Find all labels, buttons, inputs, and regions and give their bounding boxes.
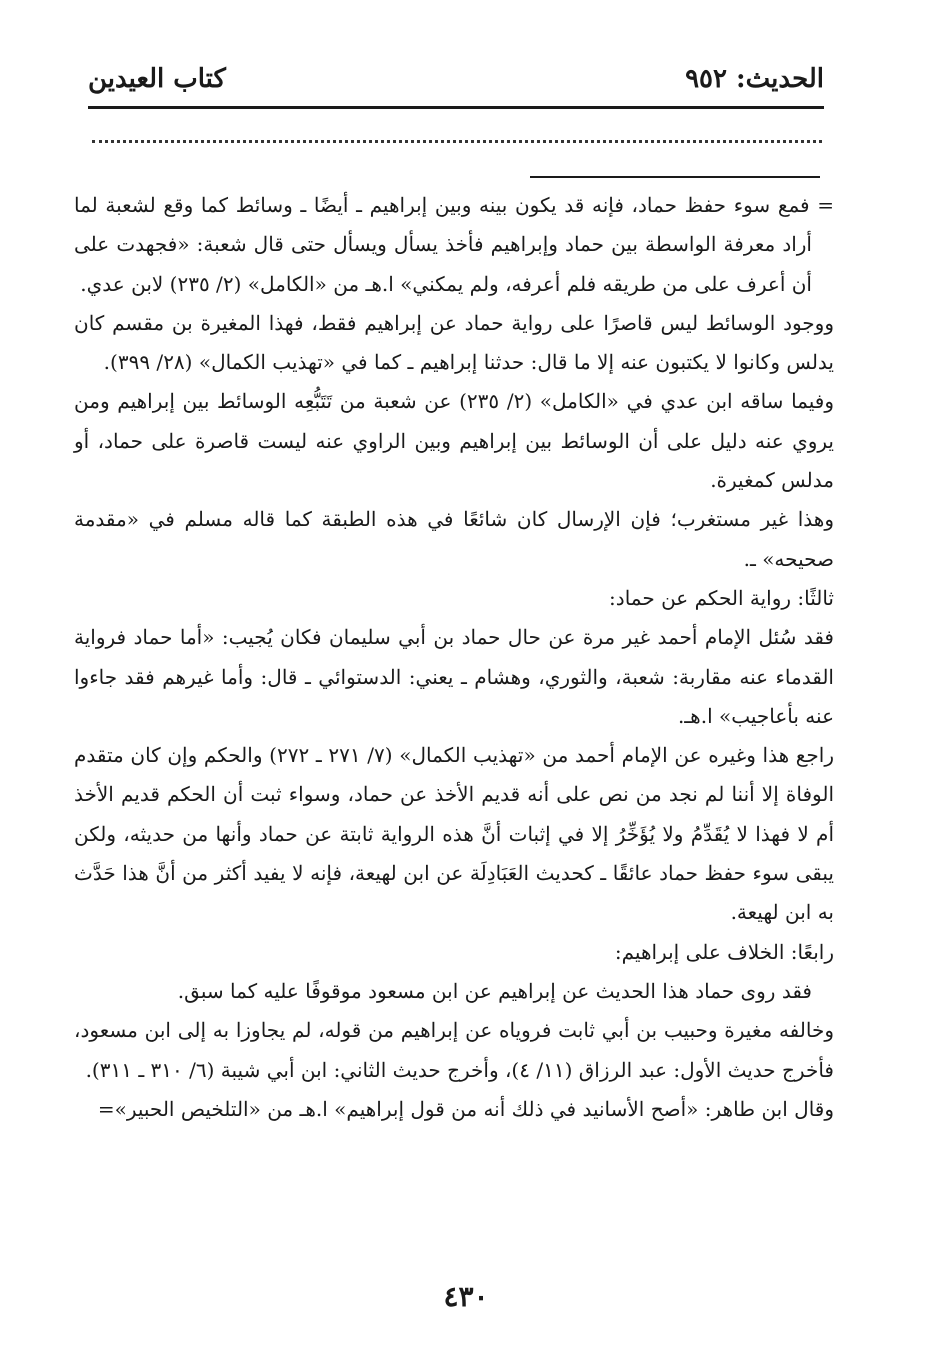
paragraph: = فمع سوء حفظ حماد، فإنه قد يكون بينه وبين إبراهيم ـ أيضًا ـ وسائط كما وقع لشعبة لما أراد معرفة الواسطة بين حماد وإبراهيم فأخذ يسأل ويسأل حتى قال شعبة: «فجهدت على أن أعرف على من طريقه فلم أعرفه، ولم يمكني» ا.هـ من «الكامل» (٢/ ٢٣٥) لابن عدي.: [74, 193, 834, 296]
paragraph: راجع هذا وغيره عن الإمام أحمد من «تهذيب الكمال» (٧/ ٢٧١ ـ ٢٧٢) والحكم وإن كان متقدم الوفاة إلا أننا لم نجد من نص على أنه قديم الأخذ عن حماد، وسواء ثبت أن الحكم قديم الأخذ أم لا فهذا لا يُقَدِّمُ ولا يُؤَخِّرُ إلا في إثبات أنَّ هذه الرواية ثابتة عن حماد وأنها من حديثه، ولكن يبقى سوء حفظ حماد عائقًا ـ كحديث العَبَادِلَة عن ابن لهيعة، فإنه لا يفيد أكثر من أنَّ هذا حَدَّث به ابن لهيعة.: [74, 743, 834, 925]
paragraph: وهذا غير مستغرب؛ فإن الإرسال كان شائعًا في هذه الطبقة كما قاله مسلم في «مقدمة صحيحه» ـ.: [74, 507, 834, 571]
book-title: كتاب العيدين: [88, 64, 226, 94]
paragraph: وخالفه مغيرة وحبيب بن أبي ثابت فروياه عن إبراهيم من قوله، لم يجاوزا به إلى ابن مسعود، فأخرج حديث الأول: عبد الرزاق (١١/ ٤)، وأخرج حديث الثاني: ابن أبي شيبة (٦/ ٣١٠ ـ ٣١١).: [74, 1018, 834, 1082]
dotted-separator: [92, 140, 822, 157]
paragraph: فقد سُئل الإمام أحمد غير مرة عن حال حماد بن أبي سليمان فكان يُجيب: «أما حماد فرواية القدماء عنه مقاربة: شعبة، والثوري، وهشام ـ يعني: الدستوائي ـ قال: وأما غيرهم فقد جاءوا عنه بأعاجيب» ا.هـ.: [74, 625, 834, 728]
footnote-rule: [530, 176, 820, 178]
footnote-body: [74, 186, 834, 1129]
page-number: ٤٣٠: [443, 1280, 489, 1313]
paragraph: ووجود الوسائط ليس قاصرًا على رواية حماد عن إبراهيم فقط، فهذا المغيرة بن مقسم كان يدلس وكانوا لا يكتبون عنه إلا ما قال: حدثنا إبراهيم ـ كما في «تهذيب الكمال» (٢٨/ ٣٩٩).: [74, 310, 834, 375]
running-header: [88, 60, 824, 108]
paragraph: فقد روى حماد هذا الحديث عن إبراهيم عن ابن مسعود موقوفًا عليه كما سبق.: [177, 978, 812, 1003]
paragraph: وفيما ساقه ابن عدي في «الكامل» (٢/ ٢٣٥) عن شعبة من تَتَبُّعِه الوسائط بين إبراهيم ومن يروي عنه دليل على أن الوسائط بين إبراهيم وبين الراوي عنه ليست قاصرة على حماد، أو مدلس كمغيرة.: [74, 389, 835, 493]
section-heading: ثالثًا: رواية الحكم عن حماد:: [609, 585, 834, 610]
section-heading: رابعًا: الخلاف على إبراهيم:: [614, 939, 834, 964]
hadith-number: الحديث: ٩٥٢: [685, 64, 824, 94]
header-rule: [88, 106, 824, 109]
paragraph: وقال ابن طاهر: «أصح الأسانيد في ذلك أنه من قول إبراهيم» ا.هـ من «التلخيص الحبير»=: [97, 1096, 834, 1121]
